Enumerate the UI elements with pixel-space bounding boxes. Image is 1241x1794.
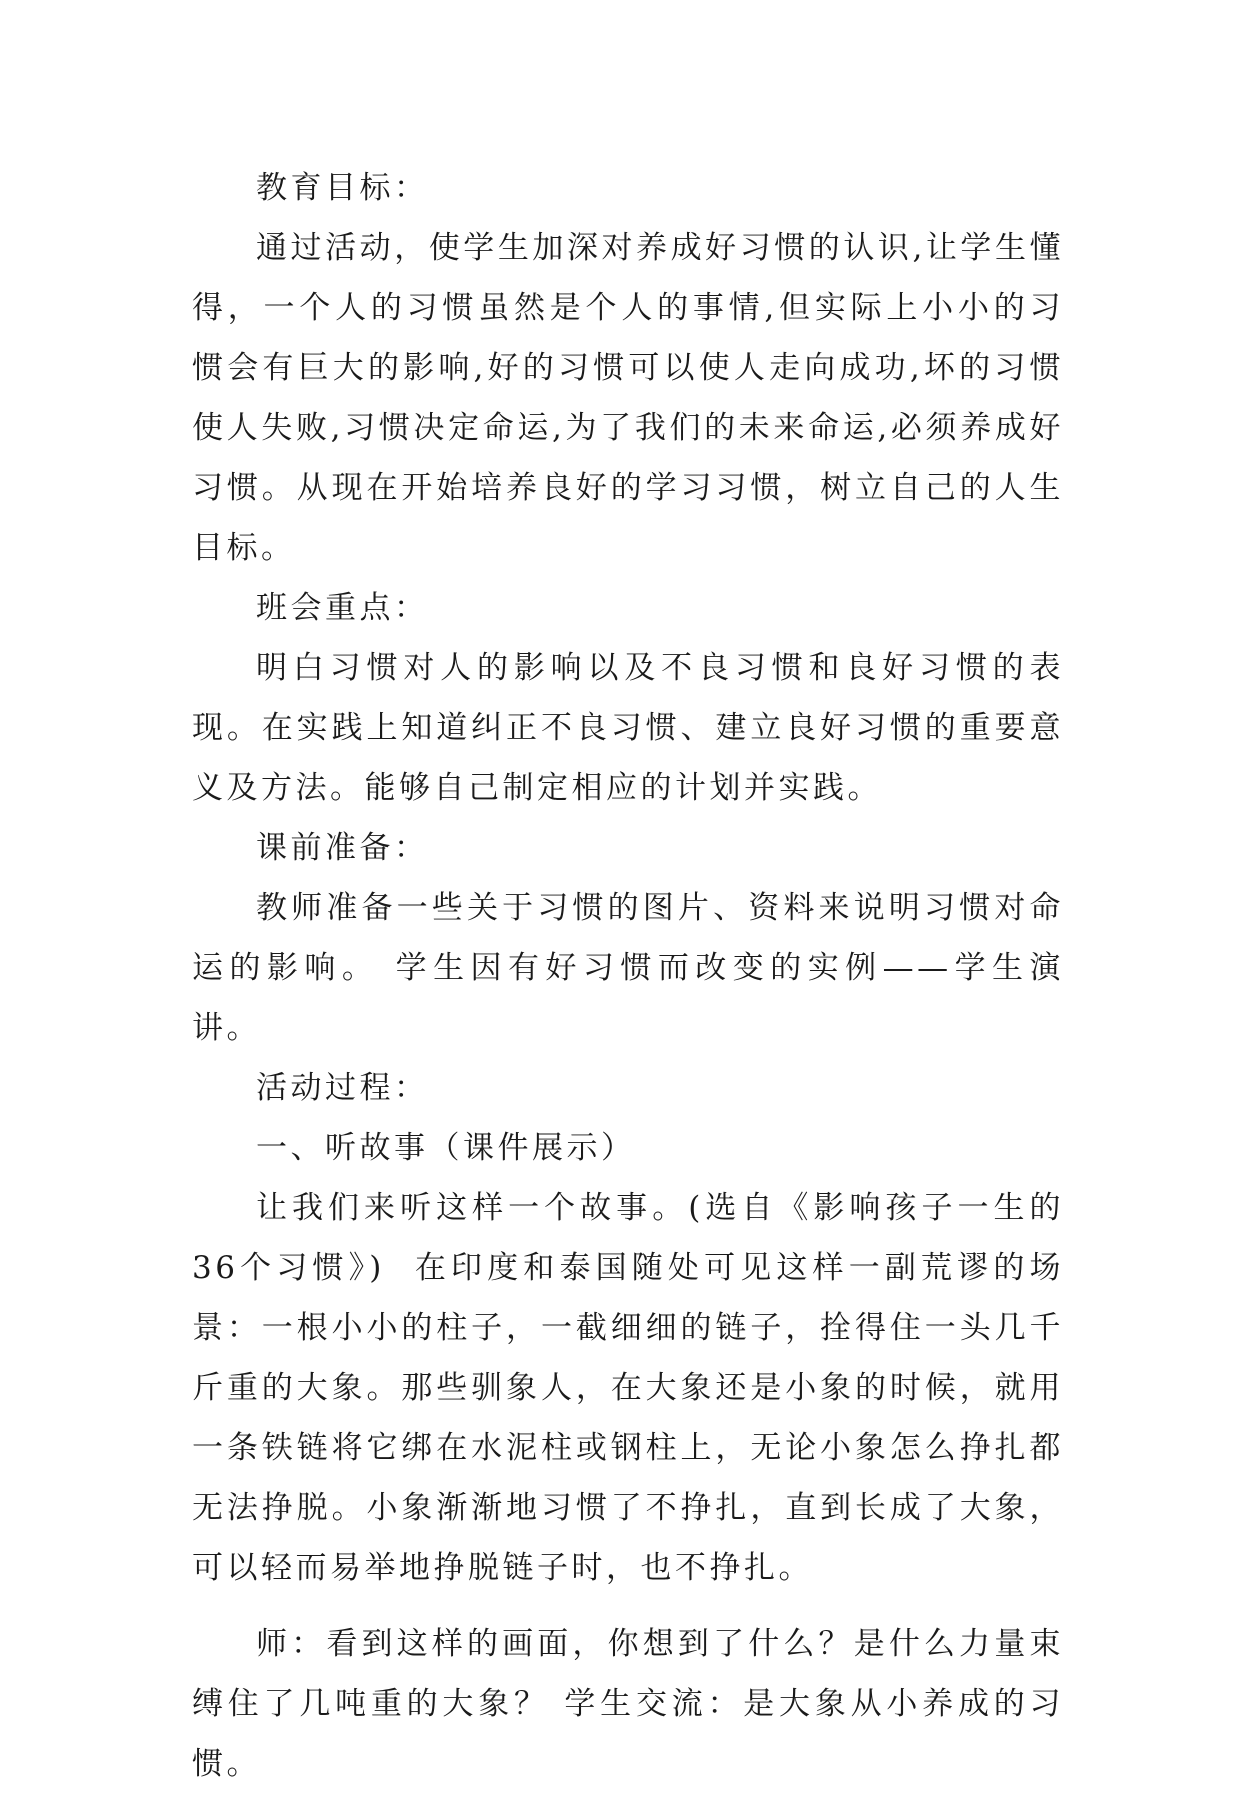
heading-class-focus: 班会重点： [256, 590, 429, 626]
paragraph-education-goals: 通过活动，使学生加深对养成好习惯的认识,让学生懂得，一个人的习惯虽然是个人的事情,但实际上小小的习惯会有巨大的影响,好的习惯可以使人走向成功,坏的习惯使人失败,习惯决定命运,为了我们的未来命运,必须养成好习惯。从现在开始培养良好的学习习惯，树立自己的人生目标。 [192, 230, 1064, 566]
paragraph-spacer [192, 1598, 1064, 1614]
heading-education-goals: 教育目标： [256, 170, 429, 206]
paragraph-class-focus: 明白习惯对人的影响以及不良习惯和良好习惯的表现。在实践上知道纠正不良习惯、建立良好习惯的重要意义及方法。能够自己制定相应的计划并实践。 [192, 650, 1064, 806]
heading-listen-story: 一、听故事（课件展示） [256, 1130, 636, 1166]
paragraph-story: 让我们来听这样一个故事。(选自《影响孩子一生的36个习惯》) 在印度和泰国随处可见这样一副荒谬的场景：一根小小的柱子，一截细细的链子，拴得住一头几千斤重的大象。那些驯象人，在大象还是小象的时候，就用一条铁链将它绑在水泥柱或钢柱上，无论小象怎么挣扎都无法挣脱。小象渐渐地习惯了不挣扎，直到长成了大象，可以轻而易举地挣脱链子时，也不挣扎。 [192, 1190, 1064, 1586]
document-body [192, 158, 1064, 1794]
paragraph-preparation: 教师准备一些关于习惯的图片、资料来说明习惯对命运的影响。 学生因有好习惯而改变的实例——学生演讲。 [192, 890, 1064, 1046]
paragraph-teacher-question: 师：看到这样的画面，你想到了什么？是什么力量束缚住了几吨重的大象？ 学生交流：是大象从小养成的习惯。 [192, 1626, 1064, 1782]
heading-preparation: 课前准备： [256, 830, 429, 866]
heading-activity-process: 活动过程： [256, 1070, 429, 1106]
